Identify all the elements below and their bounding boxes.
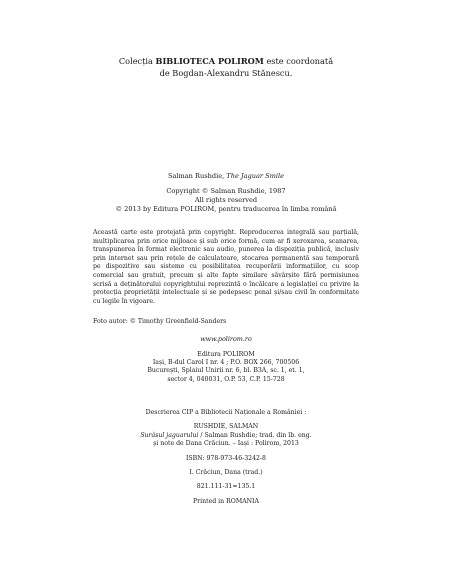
website-link[interactable]: www.polirom.ro (200, 335, 252, 343)
rights-line: All rights reserved (194, 196, 258, 204)
cip-title: Surâsul jaguarului (140, 431, 199, 439)
copyright-line-2: © 2013 by Editura POLIROM, pentru traducerea în limba română (115, 205, 337, 213)
cip-translator-line: și note de Dana Crăciun. – Iași : Polirom, 2013 (153, 440, 299, 448)
printed-in: Printed in ROMANIA (193, 497, 259, 505)
isbn: ISBN: 978-973-46-3242-8 (185, 454, 266, 462)
cip-description (0, 409, 452, 506)
cip-heading: Descrierea CIP a Bibliotecii Naționale a României : (145, 409, 307, 416)
copyright-notice: Această carte este protejată prin copyright. Reproducerea integrală sau parțială, multiplicarea prin orice mijloace și sub orice formă, cum ar fi xeroxarea, scanarea, transpunerea în format electronic sau audio, punerea la dispoziția publică, inclusiv prin internet sau prin rețele de calculatoare, stocarea permanentă sau temporară pe dispozitive sau sisteme cu posibilitatea recuperării informațiilor, cu scop comercial sau gratuit, precum și alte fapte similare săvârșite fără permisiunea scrisă a deținătorului copyrightului reprezintă o încălcare a legislației cu privire la protecția proprietății intelectuale și se pedepsesc penal și/sau civil în conformitate cu legile în vigoare. (93, 229, 359, 305)
series-line-2: de Bogdan-Alexandru Stănescu. (159, 68, 293, 78)
cip-title-rest: / Salman Rushdie; trad. din lb. eng. (198, 431, 312, 439)
series-suffix: este coordonată (263, 56, 334, 66)
publisher-address-3: sector 4, 040031, O.P. 53, C.P. 15-728 (167, 375, 285, 383)
publisher-address-1: Iași, B-dul Carol I nr. 4 ; P.O. BOX 266, 700506 (152, 359, 300, 367)
classification: 821.111-31=135.1 (196, 483, 256, 491)
author: Salman Rushdie, (167, 172, 227, 180)
publisher-address-2: București, Splaiul Unirii nr. 6, bl. B3A, sc. 1, et. 1, (147, 367, 305, 375)
publisher-name: Editura POLIROM (197, 351, 255, 358)
contributor: I. Crăciun, Dana (trad.) (189, 469, 263, 477)
photo-credit: Foto autor: © Timothy Greenfield-Sanders (93, 318, 227, 325)
publisher-info (0, 351, 452, 384)
cip-author: RUSHDIE, SALMAN (193, 423, 259, 431)
series-name: BIBLIOTECA POLIROM (155, 56, 264, 66)
series-credit (0, 55, 452, 79)
original-title: The Jaguar Smile (226, 172, 285, 180)
cip-title-line (0, 432, 452, 440)
series-line-1 (0, 55, 452, 67)
series-prefix: Colecția (118, 56, 156, 66)
copyright-line-1: Copyright © Salman Rushdie, 1987 (166, 187, 286, 195)
book-meta (0, 172, 452, 214)
author-title-line (0, 172, 452, 181)
